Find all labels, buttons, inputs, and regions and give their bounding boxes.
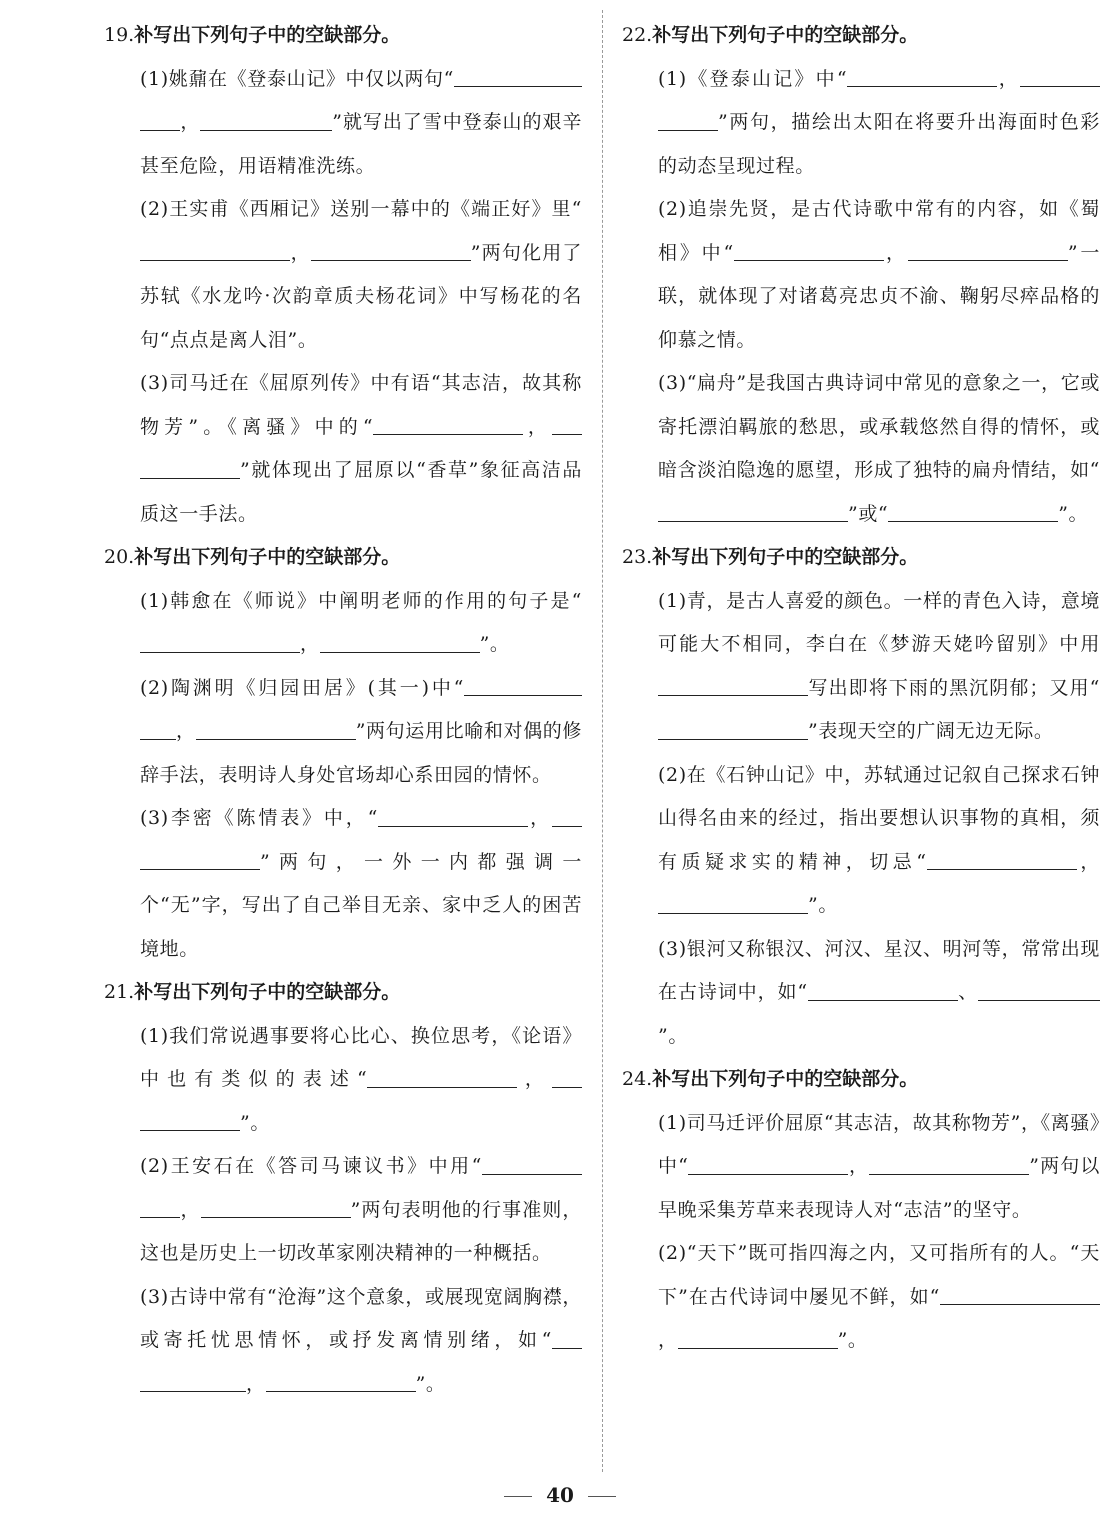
answer-blank[interactable] [1040,1285,1100,1305]
answer-blank[interactable] [678,1329,838,1349]
answer-blank[interactable] [958,502,1058,522]
sub-question: (1)我们常说遇事要将心比心、换位思考，《论语》中也有类似的表述“ ，”。 [140,1024,582,1134]
question-title: 21.补写出下列句子中的空缺部分。 [104,981,401,1003]
footer-dash-right [588,1496,616,1497]
answer-blank[interactable] [658,502,848,522]
answer-blank[interactable] [464,676,582,696]
sub-question: (3)“扁舟”是我国古典诗词中常见的意象之一，它或寄托漂泊羁旅的愁思，或承载悠然自得的情怀，或暗含淡泊隐逸的愿望，形成了独特的扁舟情结，如“”或“ ”。 [658,372,1100,525]
sub-question: (1)青，是古人喜爱的颜色。一样的青色入诗，意境可能大不相同，李白在《梦游天姥吟留别》中用写出即将下雨的黑沉阴郁；又用“”表现天空的广阔无边无际。 [658,589,1100,742]
answer-blank[interactable] [140,111,180,131]
answer-blank[interactable] [482,1155,582,1175]
question-19 [104,14,582,536]
page-number: 40 [546,1483,574,1507]
question-title: 22.补写出下列句子中的空缺部分。 [622,24,919,46]
answer-blank[interactable] [808,981,958,1001]
column-divider [602,10,603,1472]
question-title: 23.补写出下列句子中的空缺部分。 [622,546,919,568]
answer-blank[interactable] [734,241,884,261]
answer-blank[interactable] [200,111,332,131]
answer-blank[interactable] [552,415,582,435]
question-title: 19.补写出下列句子中的空缺部分。 [104,24,401,46]
answer-blank[interactable] [378,807,528,827]
answer-blank[interactable] [320,633,480,653]
sub-question: (2)王安石在《答司马谏议书》中用“， ”两句表明他的行事准则，这也是历史上一切改革家刚决精神的一种概括。 [140,1155,582,1264]
answer-blank[interactable] [908,241,1068,261]
question-22 [622,14,1100,536]
answer-blank[interactable] [140,1198,180,1218]
sub-question: (3)李密《陈情表》中，“ ，”两句，一外一内都强调一个“无”字，写出了自己举目无亲、家中乏人的困苦境地。 [140,807,582,960]
answer-blank[interactable] [1020,67,1100,87]
sub-question: (2)在《石钟山记》中，苏轼通过记叙自己探求石钟山得名由来的经过，指出要想认识事物的真相，须有质疑求实的精神，切忌“ ，”。 [658,763,1100,916]
answer-blank[interactable] [688,1155,848,1175]
answer-blank[interactable] [140,1111,240,1131]
left-column [104,14,582,1406]
answer-blank[interactable] [888,502,958,522]
answer-blank[interactable] [658,676,808,696]
sub-question: (3)古诗中常有“沧海”这个意象，或展现宽阔胸襟，或寄托忧思情怀，或抒发离情别绪，如“， ”。 [140,1285,582,1395]
answer-blank[interactable] [552,807,582,827]
right-column [622,14,1100,1363]
answer-blank[interactable] [1038,981,1100,1001]
sub-question: (2)王实甫《西厢记》送别一幕中的《端正好》里“， ”两句化用了苏轼《水龙吟·次韵章质夫杨花词》中写杨花的名句“点点是离人泪”。 [140,198,582,351]
answer-blank[interactable] [454,67,582,87]
answer-blank[interactable] [140,633,300,653]
answer-blank[interactable] [140,1372,246,1392]
answer-blank[interactable] [201,1198,351,1218]
sub-question: (2)追崇先贤，是古代诗歌中常有的内容，如《蜀相》中“ ， ”一联，就体现了对诸葛亮忠贞不渝、鞠躬尽瘁品格的仰慕之情。 [658,198,1100,351]
answer-blank[interactable] [311,241,471,261]
answer-blank[interactable] [658,720,808,740]
answer-blank[interactable] [927,850,1077,870]
answer-blank[interactable] [552,1068,582,1088]
sub-question: (1)姚鼐在《登泰山记》中仅以两句“， ”就写出了雪中登泰山的艰辛甚至危险，用语精准洗练。 [140,67,582,177]
answer-blank[interactable] [658,111,718,131]
sub-question: (1)司马迁评价屈原“其志洁，故其称物芳”，《离骚》中“ ， ”两句以早晚采集芳草来表现诗人对“志洁”的坚守。 [658,1111,1100,1221]
answer-blank[interactable] [140,720,176,740]
sub-question: (2)“天下”既可指四海之内，又可指所有的人。“天下”在古代诗词中屡见不鲜，如“， ”。 [658,1242,1100,1351]
question-title: 24.补写出下列句子中的空缺部分。 [622,1068,919,1090]
answer-blank[interactable] [978,981,1038,1001]
question-24 [622,1058,1100,1363]
question-title: 20.补写出下列句子中的空缺部分。 [104,546,401,568]
question-20 [104,536,582,971]
answer-blank[interactable] [869,1155,1029,1175]
sub-question: (3)司马迁在《屈原列传》中有语“其志洁，故其称物芳”。《离骚》中的“ ，”就体现出了屈原以“香草”象征高洁品质这一手法。 [140,372,582,525]
question-21 [104,971,582,1406]
answer-blank[interactable] [140,459,240,479]
question-23 [622,536,1100,1058]
answer-blank[interactable] [367,1068,517,1088]
answer-blank[interactable] [552,1329,582,1349]
answer-blank[interactable] [373,415,523,435]
answer-blank[interactable] [658,894,808,914]
answer-blank[interactable] [266,1372,416,1392]
page-footer [0,1483,1120,1507]
sub-question: (2)陶渊明《归园田居》(其一)中“， ”两句运用比喻和对偶的修辞手法，表明诗人身处官场却心系田园的情怀。 [140,676,582,786]
sub-question: (1)《登泰山记》中“ ，”两句，描绘出太阳在将要升出海面时色彩的动态呈现过程。 [658,67,1100,177]
sub-question: (1)韩愈在《师说》中阐明老师的作用的句子是“， ”。 [140,589,582,655]
sub-question: (3)银河又称银汉、河汉、星汉、明河等，常常出现在古诗词中，如“ 、”。 [658,937,1100,1047]
footer-dash-left [504,1496,532,1497]
answer-blank[interactable] [847,67,997,87]
answer-blank[interactable] [140,850,260,870]
answer-blank[interactable] [940,1285,1040,1305]
answer-blank[interactable] [196,720,356,740]
answer-blank[interactable] [140,241,290,261]
